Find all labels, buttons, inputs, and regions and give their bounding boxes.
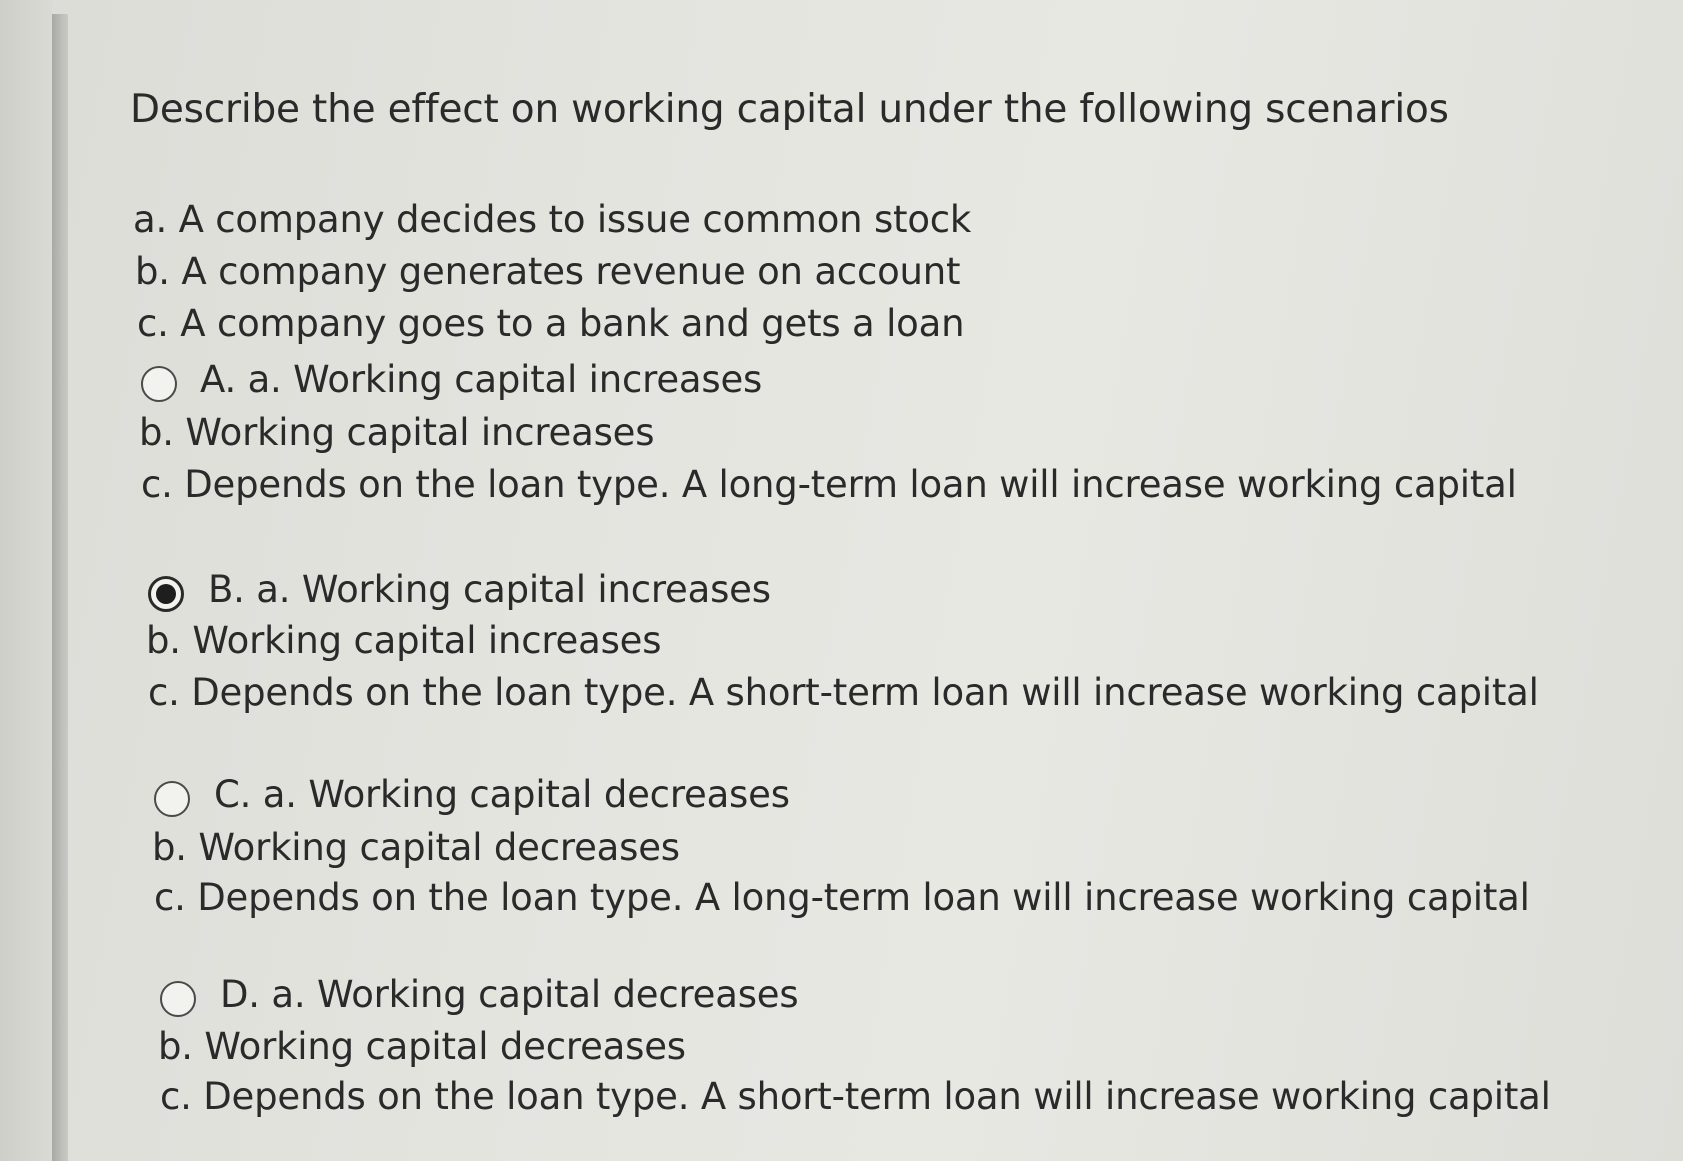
option-a-line-c: c. Depends on the loan type. A long-term loan will increase working capital — [141, 463, 1517, 506]
option-b-line-b: b. Working capital increases — [146, 619, 662, 662]
option-c-line-c: c. Depends on the loan type. A long-term loan will increase working capital — [154, 876, 1530, 919]
scenario-b: b. A company generates revenue on account — [135, 250, 961, 293]
option-a-radio[interactable] — [141, 366, 177, 402]
option-a-line-b: b. Working capital increases — [139, 411, 655, 454]
option-b-label[interactable]: B. a. Working capital increases — [208, 568, 771, 611]
option-b-line-c: c. Depends on the loan type. A short-term loan will increase working capital — [148, 671, 1539, 714]
option-d-line-c: c. Depends on the loan type. A short-term loan will increase working capital — [160, 1075, 1551, 1118]
option-d-line-b: b. Working capital decreases — [158, 1025, 686, 1068]
option-d-label[interactable]: D. a. Working capital decreases — [220, 973, 799, 1016]
option-d-radio[interactable] — [160, 981, 196, 1017]
scenario-a: a. A company decides to issue common stock — [133, 198, 972, 241]
question-title: Describe the effect on working capital under the following scenarios — [130, 87, 1449, 132]
option-c-line-b: b. Working capital decreases — [152, 826, 680, 869]
option-b-radio[interactable] — [148, 576, 184, 612]
option-c-label[interactable]: C. a. Working capital decreases — [214, 773, 790, 816]
scenario-c: c. A company goes to a bank and gets a loan — [137, 302, 965, 345]
option-c-radio[interactable] — [154, 781, 190, 817]
option-a-label[interactable]: A. a. Working capital increases — [200, 358, 763, 401]
